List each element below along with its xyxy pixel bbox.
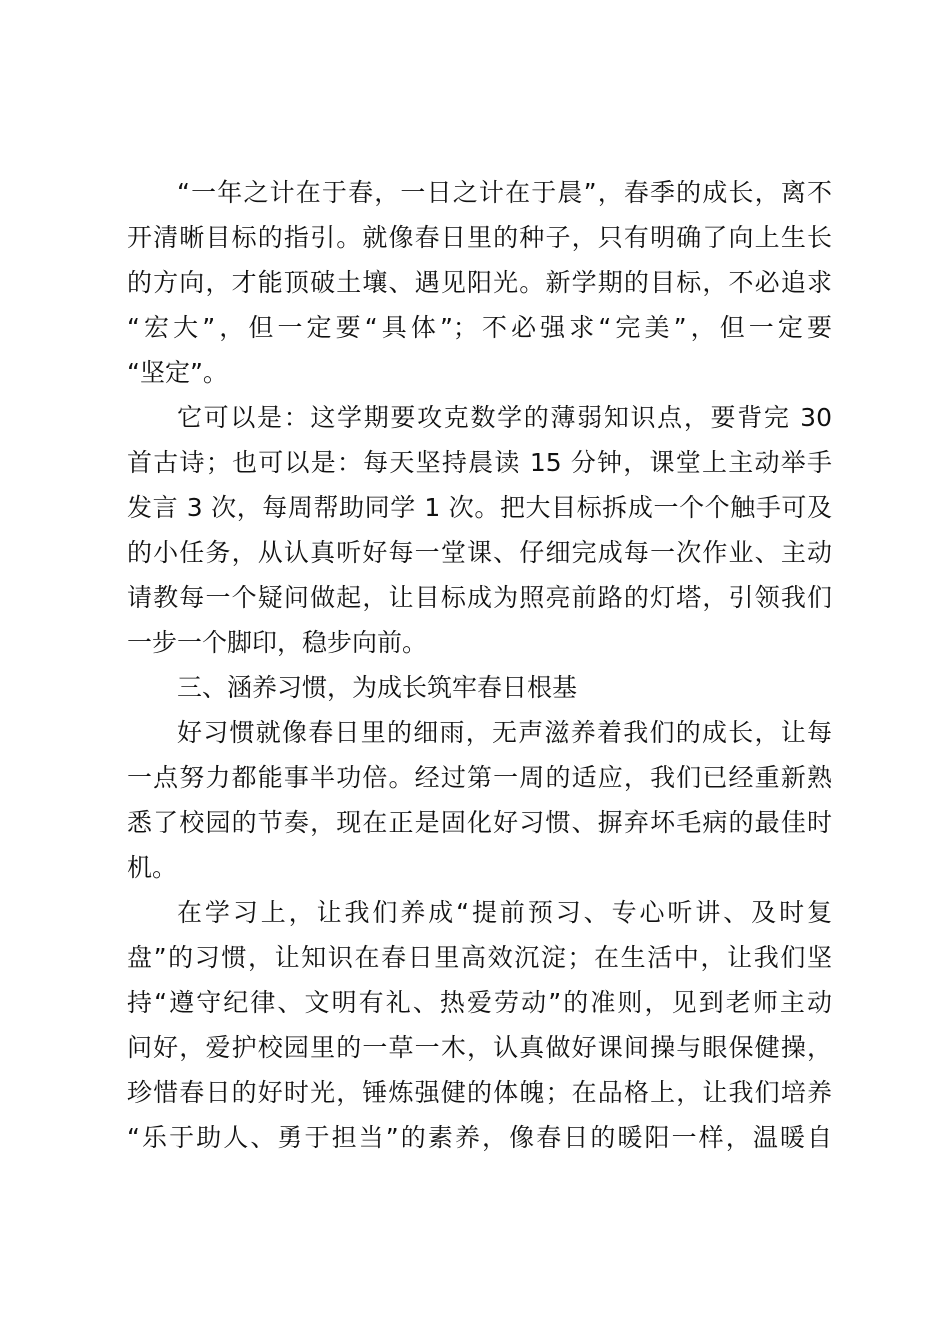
- paragraph-line: 首古诗；也可以是：每天坚持晨读 15 分钟，课堂上主动举手: [127, 448, 832, 477]
- section-heading: 三、涵养习惯，为成长筑牢春日根基: [177, 673, 578, 702]
- paragraph-line: 请教每一个疑问做起，让目标成为照亮前路的灯塔，引领我们: [127, 583, 832, 612]
- paragraph-line: “乐于助人、勇于担当”的素养，像春日的暖阳一样，温暖自: [127, 1123, 832, 1152]
- paragraph-line: 它可以是：这学期要攻克数学的薄弱知识点，要背完 30: [177, 403, 832, 432]
- paragraph-line: “坚定”。: [127, 358, 228, 387]
- paragraph-line: 发言 3 次，每周帮助同学 1 次。把大目标拆成一个个触手可及: [127, 493, 832, 522]
- paragraph-2: [127, 395, 832, 665]
- document-body: [127, 170, 832, 1160]
- paragraph-line: 好习惯就像春日里的细雨，无声滋养着我们的成长，让每: [177, 718, 832, 747]
- paragraph-line: 开清晰目标的指引。就像春日里的种子，只有明确了向上生长: [127, 223, 832, 252]
- paragraph-line: 问好，爱护校园里的一草一木，认真做好课间操与眼保健操，: [127, 1033, 832, 1062]
- paragraph-line: 持“遵守纪律、文明有礼、热爱劳动”的准则，见到老师主动: [127, 988, 832, 1017]
- paragraph-1: [127, 170, 832, 395]
- paragraph-line: 一点努力都能事半功倍。经过第一周的适应，我们已经重新熟: [127, 763, 832, 792]
- paragraph-3: [127, 710, 832, 890]
- paragraph-line: 珍惜春日的好时光，锤炼强健的体魄；在品格上，让我们培养: [127, 1078, 832, 1107]
- paragraph-line: 悉了校园的节奏，现在正是固化好习惯、摒弃坏毛病的最佳时: [127, 808, 832, 837]
- paragraph-line: 的小任务，从认真听好每一堂课、仔细完成每一次作业、主动: [127, 538, 832, 567]
- paragraph-line: 在学习上，让我们养成“提前预习、专心听讲、及时复: [177, 898, 832, 927]
- paragraph-line: 的方向，才能顶破土壤、遇见阳光。新学期的目标，不必追求: [127, 268, 832, 297]
- paragraph-line: “一年之计在于春，一日之计在于晨”，春季的成长，离不: [177, 178, 832, 207]
- paragraph-4: [127, 890, 832, 1160]
- paragraph-line: 机。: [127, 853, 178, 882]
- paragraph-line: “宏大”，但一定要“具体”；不必强求“完美”，但一定要: [127, 313, 832, 342]
- paragraph-line: 一步一个脚印，稳步向前。: [127, 628, 428, 657]
- paragraph-line: 盘”的习惯，让知识在春日里高效沉淀；在生活中，让我们坚: [127, 943, 832, 972]
